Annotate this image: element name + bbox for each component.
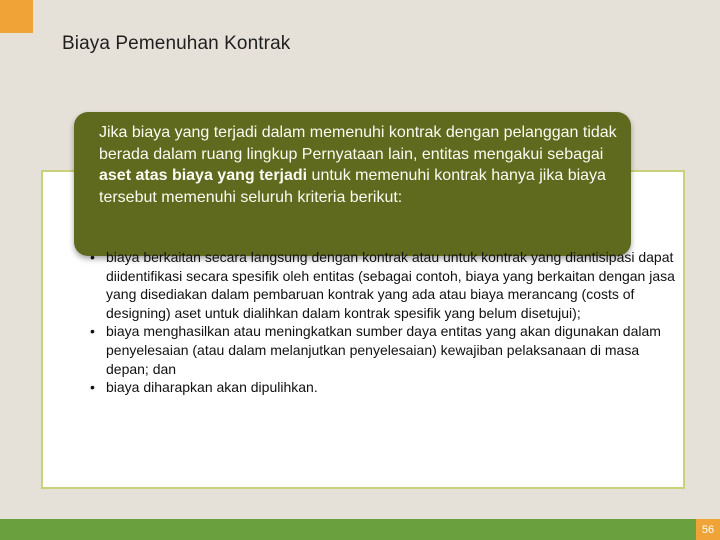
list-item-text: biaya menghasilkan atau meningkatkan sumber daya entitas yang akan digunakan dalam penyelesaian (atau dalam melanjutkan penyelesaian) kewajiban pelaksanaan di masa depan; dan <box>106 323 661 377</box>
intro-text-bold: aset atas biaya yang terjadi <box>99 167 308 184</box>
bullet-marker: • <box>90 249 95 265</box>
corner-accent <box>0 0 33 33</box>
slide-title: Biaya Pemenuhan Kontrak <box>62 33 291 54</box>
intro-text-before: Jika biaya yang terjadi dalam memenuhi kontrak dengan pelanggan tidak berada dalam ruang lingkup Pernyataan lain, entitas mengakui sebagai <box>99 124 617 163</box>
list-item <box>88 248 678 322</box>
list-item <box>88 322 678 378</box>
intro-callout <box>74 112 631 256</box>
list-item <box>88 378 678 397</box>
list-item-text: biaya diharapkan akan dipulihkan. <box>106 379 318 396</box>
bullet-marker: • <box>90 379 95 396</box>
intro-text <box>99 122 619 208</box>
criteria-list <box>88 248 678 397</box>
intro-text-after: untuk memenuhi kontrak hanya jika biaya tersebut memenuhi seluruh kriteria berikut: <box>99 167 606 206</box>
footer-bar <box>0 519 720 540</box>
bullet-marker: • <box>90 323 95 340</box>
page-number: 56 <box>696 519 720 540</box>
list-item-text: biaya berkaitan secara langsung dengan kontrak atau untuk kontrak yang diantisipasi dapat diidentifikasi secara spesifik oleh entitas (sebagai contoh, biaya yang berkaitan dengan jasa yang disediakan dalam pembaruan kontrak yang ada atau biaya merancang (costs of designing) aset untuk dialihkan dalam kontrak spesifik yang belum disetujui); <box>106 249 675 321</box>
